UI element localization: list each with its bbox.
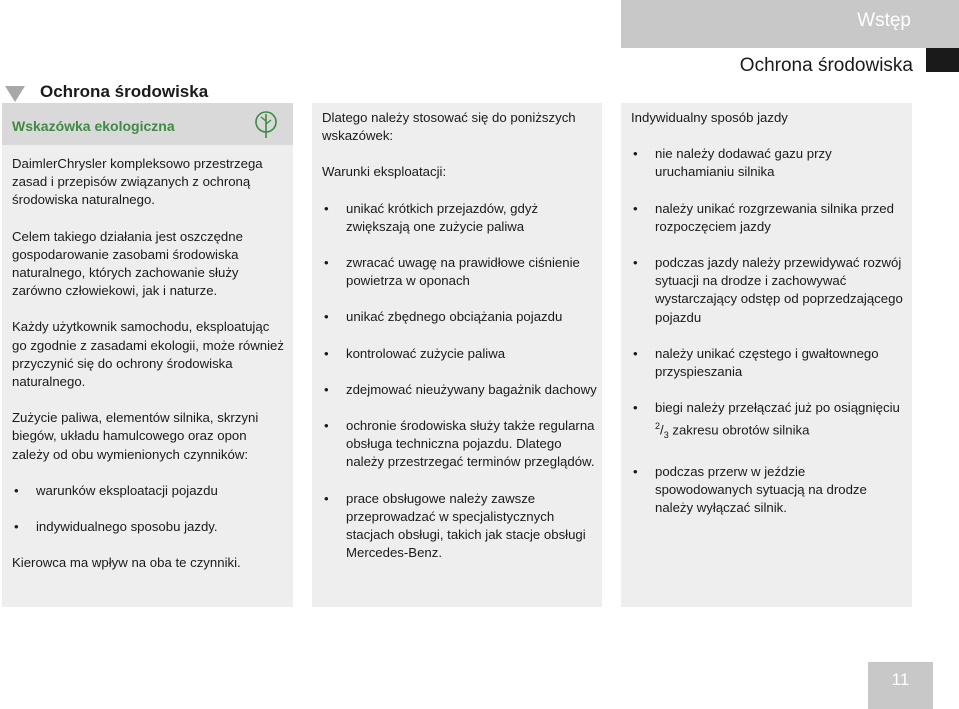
gear-text-before: biegi należy przełączać już po osiągnięciu bbox=[655, 400, 900, 416]
column-3 bbox=[621, 103, 912, 607]
list-item bbox=[631, 399, 906, 444]
list-item: • podczas przerw w jeździe spowodowanych sytuacją na drodze należy wyłączać silnik. bbox=[631, 463, 906, 518]
list-item: • zwracać uwagę na prawidłowe ciśnienie powietrza w oponach bbox=[322, 254, 597, 290]
list-item: • unikać zbędnego obciążania pojazdu bbox=[322, 308, 597, 326]
list-item: • kontrolować zużycie paliwa bbox=[322, 345, 597, 363]
list-item: • warunków eksploatacji pojazdu bbox=[12, 482, 287, 500]
list-item: • podczas jazdy należy przewidywać rozwój sytuacji na drodze i zachowywać wystarczający odstęp od poprzedzającego pojazdu bbox=[631, 254, 906, 327]
page-number: 11 bbox=[868, 662, 933, 709]
list-item: • nie należy dodawać gazu przy uruchamianiu silnika bbox=[631, 145, 906, 181]
paragraph: Zużycie paliwa, elementów silnika, skrzyni biegów, układu hamulcowego oraz opon zależy od obu wymienionych czynników: bbox=[12, 410, 259, 462]
list-item: • indywidualnego sposobu jazdy. bbox=[12, 518, 287, 536]
eco-tip-bar bbox=[2, 103, 293, 145]
list-item: • ochronie środowiska służy także regularna obsługa techniczna pojazdu. Dlatego należy przestrzegać terminów przeglądów. bbox=[322, 417, 597, 472]
list-item: • prace obsługowe należy zawsze przeprowadzać w specjalistycznych stacjach obsługi, takich jak stacje obsługi Mercedes-Benz. bbox=[322, 490, 597, 563]
page-title: Ochrona środowiska bbox=[40, 82, 209, 101]
column-3-body bbox=[631, 109, 906, 535]
driving-list bbox=[631, 145, 906, 517]
fraction-slash: / bbox=[660, 422, 664, 438]
triangle-icon bbox=[5, 86, 25, 102]
section-tab bbox=[621, 0, 959, 48]
fraction-denominator: 3 bbox=[663, 430, 669, 441]
section-title: Wstęp bbox=[857, 10, 911, 31]
column-1-body bbox=[12, 155, 287, 590]
conditions-list bbox=[322, 200, 597, 563]
gear-text-after: zakresu obrotów silnika bbox=[668, 422, 810, 438]
column-2 bbox=[312, 103, 602, 607]
paragraph: Celem takiego działania jest oszczędne gospodarowanie zasobami środowiska naturalnego, których zachowanie służy zarówno człowiekowi, jak i naturze. bbox=[12, 228, 243, 299]
list-item: • należy unikać rozgrzewania silnika przed rozpoczęciem jazdy bbox=[631, 200, 906, 236]
column-1 bbox=[2, 103, 293, 607]
paragraph: Kierowca ma wpływ na oba te czynniki. bbox=[12, 555, 241, 571]
paragraph: Każdy użytkownik samochodu, eksploatując go zgodnie z zasadami ekologii, może również przyczynić się do ochrony środowiska naturalnego. bbox=[12, 319, 284, 390]
eco-tip-label: Wskazówka ekologiczna bbox=[12, 118, 175, 134]
factor-list bbox=[12, 482, 287, 536]
list-item: • zdejmować nieużywany bagażnik dachowy bbox=[322, 381, 597, 399]
page-subtitle: Ochrona środowiska bbox=[739, 55, 913, 76]
leaf-icon bbox=[253, 111, 279, 139]
subheading: Indywidualny sposób jazdy bbox=[631, 110, 788, 125]
fraction-numerator: 2 bbox=[655, 421, 661, 432]
paragraph: DaimlerChrysler kompleksowo przestrzega zasad i przepisów związanych z ochroną środowiska naturalnego. bbox=[12, 156, 263, 208]
paragraph: Dlatego należy stosować się do poniższych wskazówek: bbox=[322, 110, 576, 144]
subheading: Warunki eksploatacji: bbox=[322, 164, 447, 180]
header-marker bbox=[926, 48, 959, 72]
list-item: • unikać krótkich przejazdów, gdyż zwiększają one zużycie paliwa bbox=[322, 200, 597, 236]
list-item: • należy unikać częstego i gwałtownego przyspieszania bbox=[631, 345, 906, 381]
column-2-body bbox=[322, 109, 597, 580]
